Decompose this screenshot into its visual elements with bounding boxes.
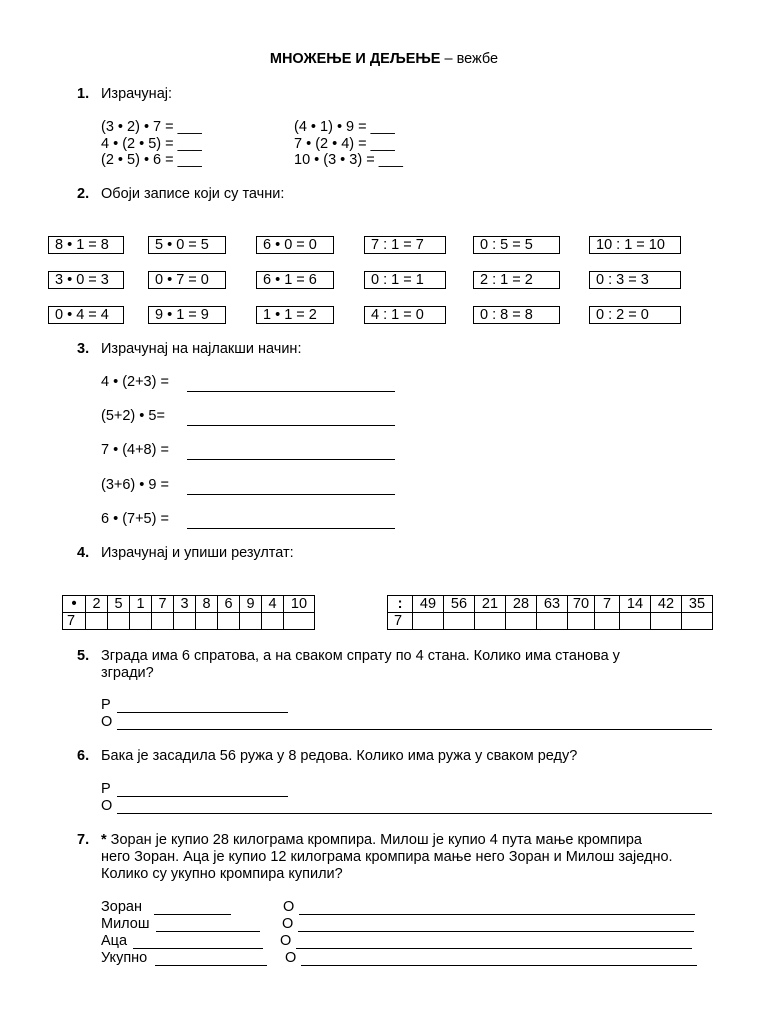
header-cell: 7: [152, 596, 174, 613]
q5-line: Зграда има 6 спратова, а на сваком спрату по 4 стана. Колико има станова у: [101, 648, 620, 664]
q7-row-line[interactable]: [155, 950, 267, 966]
answer-cell[interactable]: [218, 613, 240, 630]
answer-cell[interactable]: [595, 613, 620, 630]
q7-line: него Зоран. Аца је купио 12 килограма кромпира мање него Зоран и Милош заједно.: [101, 849, 673, 865]
header-cell: 1: [130, 596, 152, 613]
q1-expr: 7 • (2 • 4) = ___: [294, 135, 395, 152]
q5-r-line[interactable]: [117, 697, 288, 713]
answer-cell[interactable]: [130, 613, 152, 630]
q2-number: 2.: [77, 186, 90, 202]
header-cell: 8: [196, 596, 218, 613]
q1-right-column: [294, 119, 403, 169]
q4-number: 4.: [77, 545, 90, 561]
equation-box[interactable]: 5 • 0 = 5: [148, 236, 226, 254]
q7-row-line[interactable]: [156, 916, 260, 932]
q3-expr: 7 • (4+8) =: [101, 442, 169, 458]
q3-expr: (5+2) • 5=: [101, 408, 165, 424]
equation-box[interactable]: 0 : 8 = 8: [473, 306, 560, 324]
header-cell: 3: [174, 596, 196, 613]
header-cell: 28: [506, 596, 537, 613]
answer-cell[interactable]: [506, 613, 537, 630]
equation-box[interactable]: 8 • 1 = 8: [48, 236, 124, 254]
header-cell: 4: [262, 596, 284, 613]
q7-o-line[interactable]: [301, 950, 697, 966]
division-table: [387, 595, 713, 630]
q6-line: Бака је засадила 56 ружа у 8 редова. Колико има ружа у сваком реду?: [101, 748, 578, 764]
equation-box[interactable]: 9 • 1 = 9: [148, 306, 226, 324]
equation-box[interactable]: 6 • 1 = 6: [256, 271, 334, 289]
title-rest: – вежбе: [440, 51, 499, 67]
equation-box[interactable]: 1 • 1 = 2: [256, 306, 334, 324]
header-cell: 42: [651, 596, 682, 613]
q5-o-label: О: [101, 714, 113, 730]
q2-prompt: Обоји записе који су тачни:: [101, 186, 285, 202]
q1-expr: (3 • 2) • 7 = ___: [101, 119, 202, 135]
answer-cell[interactable]: [152, 613, 174, 630]
operator-cell: •: [63, 596, 86, 613]
header-cell: 7: [595, 596, 620, 613]
equation-box[interactable]: 0 • 4 = 4: [48, 306, 124, 324]
q3-expr: 4 • (2+3) =: [101, 374, 169, 390]
header-cell: 5: [108, 596, 130, 613]
equation-box[interactable]: 3 • 0 = 3: [48, 271, 124, 289]
answer-cell[interactable]: [651, 613, 682, 630]
equation-box[interactable]: 0 : 1 = 1: [364, 271, 446, 289]
answer-cell[interactable]: [475, 613, 506, 630]
q7-number: 7.: [77, 832, 90, 848]
answer-cell[interactable]: [537, 613, 568, 630]
answer-cell[interactable]: [620, 613, 651, 630]
q6-o-label: О: [101, 798, 113, 814]
star-marker: *: [101, 832, 107, 848]
equation-box[interactable]: 0 : 5 = 5: [473, 236, 560, 254]
q7-row-label: Аца: [101, 933, 128, 949]
header-cell: 49: [413, 596, 444, 613]
multiplication-table: [62, 595, 315, 630]
answer-line[interactable]: [187, 425, 395, 426]
q7-line: * Зоран је купио 28 килограма кромпира. Милош је купио 4 пута мање кромпира: [101, 832, 642, 848]
q7-o-label: О: [285, 950, 297, 966]
equation-box[interactable]: 2 : 1 = 2: [473, 271, 560, 289]
q1-expr: 4 • (2 • 5) = ___: [101, 135, 202, 152]
q7-row-label: Зоран: [101, 899, 142, 915]
equation-box[interactable]: 6 • 0 = 0: [256, 236, 334, 254]
q3-expr: 6 • (7+5) =: [101, 511, 169, 527]
q5-line: згради?: [101, 665, 154, 681]
answer-cell[interactable]: [174, 613, 196, 630]
q5-o-line[interactable]: [117, 714, 712, 730]
q1-expr: (4 • 1) • 9 = ___: [294, 119, 395, 135]
row-label-cell: 7: [63, 613, 86, 630]
q1-expr: 10 • (3 • 3) = ___: [294, 152, 403, 168]
q6-r-line[interactable]: [117, 781, 288, 797]
answer-cell[interactable]: [108, 613, 130, 630]
equation-box[interactable]: 0 : 2 = 0: [589, 306, 681, 324]
answer-cell[interactable]: [262, 613, 284, 630]
answer-cell[interactable]: [682, 613, 713, 630]
q7-o-line[interactable]: [296, 933, 692, 949]
answer-line[interactable]: [187, 528, 395, 529]
answer-cell[interactable]: [86, 613, 108, 630]
header-cell: 63: [537, 596, 568, 613]
answer-line[interactable]: [187, 391, 395, 392]
q3-prompt: Израчунај на најлакши начин:: [101, 341, 302, 357]
answer-cell[interactable]: [413, 613, 444, 630]
q3-number: 3.: [77, 341, 90, 357]
header-cell: 14: [620, 596, 651, 613]
header-cell: 9: [240, 596, 262, 613]
header-cell: 2: [86, 596, 108, 613]
q7-o-label: О: [283, 899, 295, 915]
answer-cell[interactable]: [196, 613, 218, 630]
answer-line[interactable]: [187, 494, 395, 495]
q6-number: 6.: [77, 748, 90, 764]
row-label-cell: 7: [388, 613, 413, 630]
answer-cell[interactable]: [240, 613, 262, 630]
title-bold: МНОЖЕЊЕ И ДЕЉЕЊЕ: [269, 51, 441, 67]
header-cell: 56: [444, 596, 475, 613]
q6-o-line[interactable]: [117, 798, 712, 814]
q7-row-label: Укупно: [101, 950, 148, 966]
answer-cell[interactable]: [444, 613, 475, 630]
q7-row-line[interactable]: [154, 899, 231, 915]
q3-expr: (3+6) • 9 =: [101, 477, 169, 493]
q6-r-label: Р: [101, 781, 111, 797]
q7-o-label: О: [280, 933, 292, 949]
answer-line[interactable]: [187, 459, 395, 460]
q1-expr: (2 • 5) • 6 = ___: [101, 152, 202, 168]
q1-left-column: [101, 119, 202, 169]
equation-box[interactable]: 0 : 3 = 3: [589, 271, 681, 289]
page-title: [0, 51, 768, 67]
header-cell: 70: [568, 596, 595, 613]
q5-text: [101, 648, 620, 682]
header-cell: 35: [682, 596, 713, 613]
q1-number: 1.: [77, 86, 90, 102]
operator-cell: :: [388, 596, 413, 613]
q7-o-label: О: [282, 916, 294, 932]
header-cell: 6: [218, 596, 240, 613]
equation-box[interactable]: 7 : 1 = 7: [364, 236, 446, 254]
equation-box[interactable]: 10 : 1 = 10: [589, 236, 681, 254]
q7-o-line[interactable]: [299, 899, 695, 915]
header-cell: 10: [284, 596, 315, 613]
q1-prompt: Израчунај:: [101, 86, 173, 102]
q7-o-line[interactable]: [298, 916, 694, 932]
answer-cell[interactable]: [284, 613, 315, 630]
q5-r-label: Р: [101, 697, 111, 713]
q5-number: 5.: [77, 648, 90, 664]
q7-text: [101, 832, 673, 883]
equation-box[interactable]: 4 : 1 = 0: [364, 306, 446, 324]
q7-row-label: Милош: [101, 916, 150, 932]
q7-line: Колико су укупно кромпира купили?: [101, 866, 343, 882]
q4-prompt: Израчунај и упиши резултат:: [101, 545, 294, 561]
equation-box[interactable]: 0 • 7 = 0: [148, 271, 226, 289]
header-cell: 21: [475, 596, 506, 613]
answer-cell[interactable]: [568, 613, 595, 630]
q7-row-line[interactable]: [133, 933, 263, 949]
